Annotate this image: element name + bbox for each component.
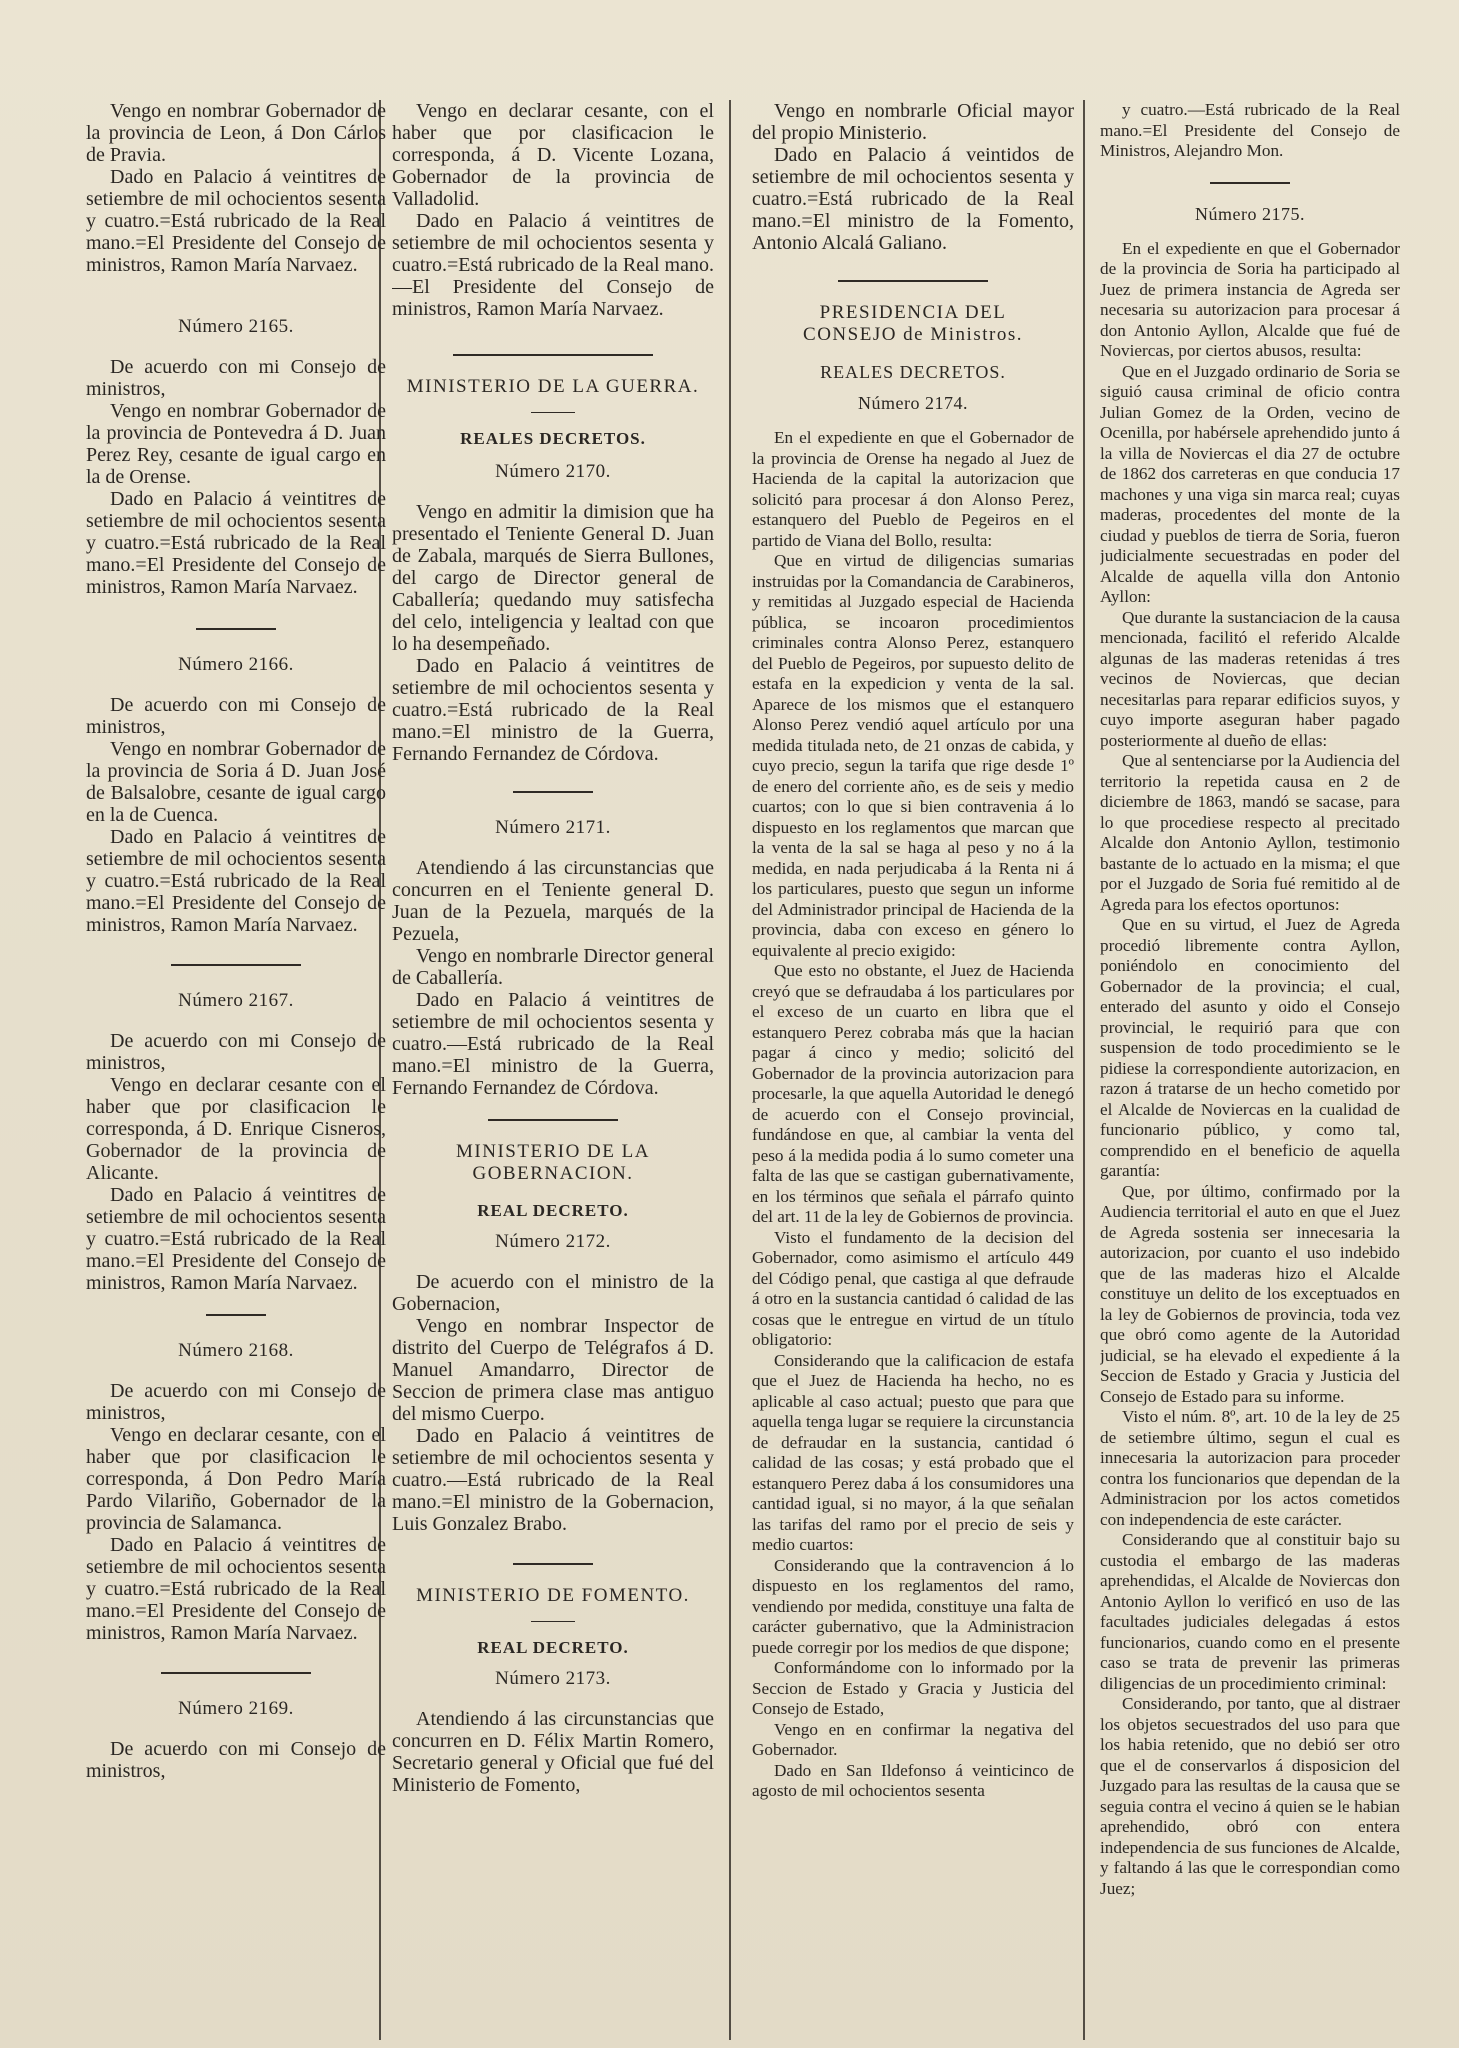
ministry-heading: PRESIDENCIA DEL CONSEJO de Ministros. [803, 302, 1023, 345]
separator-rule [513, 791, 593, 793]
decree-number: Número 2168. [178, 1340, 294, 1361]
paragraph: Vengo en nombrarle Director general de Caballería. [392, 945, 714, 989]
paragraph: De acuerdo con mi Consejo de ministros, [86, 1030, 386, 1074]
ministry-heading: MINISTERIO DE FOMENTO. [416, 1585, 690, 1606]
paragraph: Considerando que la contravencion á lo dispuesto en los reglamentos del ramo, vendiendo por medida, constituye una falta de carácter gubernativo, que la Administracion puede corregir por los medios de que dispone; [752, 1555, 1074, 1657]
paragraph: Considerando que al constituir bajo su custodia el embargo de las maderas aprehendidas, el Alcalde de Noviercas don Antonio Ayllon lo verificó en uso de las facultades judiciales delegadas á estos funcionarios, cuando como en el presente caso se trata de prevenir las primeras diligencias de un procedimiento criminal: [1100, 1530, 1400, 1693]
decree-number: Número 2167. [178, 990, 294, 1011]
separator-rule [161, 1672, 311, 1674]
paragraph: Dado en Palacio á veintitres de setiembre de mil ochocientos sesenta y cuatro.=Está rubricado de la Real mano.=El ministro de la Guerra, Fernando Fernandez de Córdova. [392, 655, 714, 765]
paragraph: Dado en Palacio á veintidos de setiembre de mil ochocientos sesenta y cuatro.=Está rubricado de la Real mano.=El ministro de la Fomento, Antonio Alcalá Galiano. [752, 144, 1074, 254]
column-1 [86, 100, 386, 2040]
paragraph: Que esto no obstante, el Juez de Hacienda creyó que se defraudaba á los particulares por el exceso de un cuarto en libra que el estanquero Perez cobraba más que la hacian pagar á cinco y medio; solicitó del Gobernador de la provincia autorizacion para procesarle, la que aquella Autoridad le denegó de acuerdo con el Consejo provincial, fundándose en que, al cambiar la venta del peso á la medida podia á lo sumo cometer una falta de las que se castigan gubernativamente, en los términos que señala el párrafo quinto del art. 11 de la ley de Gobiernos de provincia. [752, 961, 1074, 1226]
separator-rule [531, 412, 575, 413]
ministry-heading: MINISTERIO DE LA GUERRA. [406, 376, 700, 397]
paragraph: En el expediente en que el Gobernador de la provincia de Orense ha negado al Juez de Hacienda de la capital la autorizacion que solicitó para procesar á don Alonso Perez, estanquero del Pueblo de Pegeiros en el partido de Viana del Bollo, resulta: [752, 428, 1074, 550]
paragraph: Dado en Palacio á veintitres de setiembre de mil ochocientos sesenta y cuatro.=Está rubricado de la Real mano.=El Presidente del Consejo de ministros, Ramon María Narvaez. [86, 166, 386, 276]
paragraph: Vengo en admitir la dimision que ha presentado el Teniente General D. Juan de Zabala, marqués de Sierra Bullones, del cargo de Director general de Caballería; quedando muy satisfecha del celo, inteligencia y lealtad con que lo ha desempeñado. [392, 501, 714, 655]
decree-number: Número 2175. [1195, 203, 1305, 224]
paragraph: Vengo en nombrarle Oficial mayor del propio Ministerio. [752, 100, 1074, 144]
decree-number: Número 2170. [495, 461, 611, 482]
separator-rule [513, 1563, 593, 1565]
decree-number: Número 2166. [178, 654, 294, 675]
decree-number: Número 2174. [858, 393, 968, 413]
column-rule-2 [729, 100, 731, 2040]
decree-number: Número 2172. [495, 1231, 611, 1252]
separator-rule [171, 964, 301, 966]
paragraph: De acuerdo con mi Consejo de ministros, [86, 694, 386, 738]
paragraph: Considerando que la calificacion de estafa que el Juez de Hacienda ha hecho, no es aplicable al caso actual; puesto que para que aquella tenga lugar se requiere la circunstancia de defraudar en la sustancia, cantidad ó calidad de las cosas; y está probado que el estanquero Perez daba á los consumidores una cantidad igual, si no mayor, á la que señalan las tarifas del ramo por el precio de seis y medio cuartos: [752, 1350, 1074, 1554]
paragraph: Que, por último, confirmado por la Audiencia territorial el auto en que el Juez de Agreda sostenia ser innecesaria la autorizacion, por cuanto el uso indebido que de las maderas hizo el Alcalde constituye un delito de los exceptuados en la ley de Gobiernos de provincia, toda vez que obró como agente de la Autoridad judicial, se ha elevado el expediente á la Seccion de Estado y Gracia y Justicia del Consejo de Estado para su informe. [1100, 1181, 1400, 1406]
paragraph: De acuerdo con mi Consejo de ministros, [86, 356, 386, 400]
section-heading: REAL DECRETO. [477, 1201, 629, 1220]
paragraph: Vengo en en confirmar la negativa del Gobernador. [752, 1719, 1074, 1759]
paragraph: De acuerdo con mi Consejo de ministros, [86, 1738, 386, 1782]
paragraph: Que durante la sustanciacion de la causa mencionada, facilitó el referido Alcalde algunas de las maderas retenidas á tres vecinos de Noviercas, que decian necesitarlas para reparar edificios suyos, y cuyo importe aseguran haber pagado posteriormente al dueño de ellas: [1100, 607, 1400, 750]
ministry-heading: MINISTERIO DE LA GOBERNACION. [456, 1141, 650, 1184]
paragraph: Considerando, por tanto, que al distraer los objetos secuestrados del uso para que los habia retenido, que no debió ser otro que el de conservarlos á disposicion del Juzgado para las resultas de la causa que se seguia contra el vecino á quien se le habian aprehendido, obró con entera independencia de sus funciones de Alcalde, y faltando á las que le correspondian como Juez; [1100, 1694, 1400, 1898]
paragraph: Que en su virtud, el Juez de Agreda procedió libremente contra Ayllon, poniéndolo en conocimiento del Gobernador de la provincia; el cual, enterado del asunto y oido el Consejo provincial, le requirió para que con suspension de todo procedimiento se le pidiese la correspondiente autorizacion, en razon á tratarse de un hecho cometido por el Alcalde de Noviercas en la cualidad de funcionario público, y como tal, comprendido en el beneficio de aquella garantía: [1100, 915, 1400, 1180]
column-3 [752, 100, 1074, 2040]
decree-number: Número 2169. [178, 1698, 294, 1719]
paragraph: Vengo en nombrar Gobernador de la provincia de Leon, á Don Cárlos de Pravia. [86, 100, 386, 166]
separator-rule [488, 1119, 618, 1121]
section-heading: REALES DECRETOS. [820, 362, 1006, 382]
paragraph: Dado en Palacio á veintitres de setiembre de mil ochocientos sesenta y cuatro.=Está rubricado de la Real mano.=El Presidente del Consejo de ministros, Ramon María Narvaez. [86, 1184, 386, 1294]
paragraph: Conformándome con lo informado por la Seccion de Estado y Gracia y Justicia del Consejo de Estado, [752, 1658, 1074, 1718]
paragraph: Vengo en nombrar Inspector de distrito del Cuerpo de Telégrafos á D. Manuel Amandarro, Director de Seccion de primera clase mas antiguo del mismo Cuerpo. [392, 1315, 714, 1425]
paragraph: De acuerdo con el ministro de la Gobernacion, [392, 1271, 714, 1315]
paragraph: Visto el fundamento de la decision del Gobernador, como asimismo el artículo 449 del Código penal, que castiga al que defraude á otro en la sustancia cantidad ó calidad de las cosas que le entregue en virtud de un título obligatorio: [752, 1227, 1074, 1349]
separator-rule [838, 280, 988, 282]
paragraph: Atendiendo á las circunstancias que concurren en el Teniente general D. Juan de la Pezuela, marqués de la Pezuela, [392, 857, 714, 945]
paragraph: Vengo en nombrar Gobernador de la provincia de Soria á D. Juan José de Balsalobre, cesante de igual cargo en la de Cuenca. [86, 738, 386, 826]
paragraph: Vengo en declarar cesante, con el haber que por clasificacion le corresponda, á D. Vicente Lozana, Gobernador de la provincia de Valladolid. [392, 100, 714, 210]
separator-rule [453, 354, 653, 356]
column-2 [392, 100, 714, 2040]
paragraph: Vengo en nombrar Gobernador de la provincia de Pontevedra á D. Juan Perez Rey, cesante de igual cargo en la de Orense. [86, 400, 386, 488]
decree-number: Número 2171. [495, 817, 611, 838]
paragraph: Dado en Palacio á veintitres de setiembre de mil ochocientos sesenta y cuatro.=Está rubricado de la Real mano.—El Presidente del Consejo de ministros, Ramon María Narvaez. [392, 210, 714, 320]
decree-number: Número 2173. [495, 1668, 611, 1689]
paragraph: Que en el Juzgado ordinario de Soria se siguió causa criminal de oficio contra Julian Gomez de la Orden, vecino de Ocenilla, por habérsele aprehendido junto á la villa de Noviercas el dia 27 de octubre de 1862 dos carreteras en que conducia 17 machones y una viga sin marca real; cuyas maderas, procedentes del monte de la ciudad y pueblos de tierra de Soria, fueron judicialmente secuestradas en poder del Alcalde de aquella villa don Antonio Ayllon: [1100, 361, 1400, 606]
decree-number: Número 2165. [178, 316, 294, 337]
paragraph: Atendiendo á las circunstancias que concurren en D. Félix Martin Romero, Secretario general y Oficial que fué del Ministerio de Fomento, [392, 1708, 714, 1796]
paragraph: Dado en Palacio á veintitres de setiembre de mil ochocientos sesenta y cuatro.—Está rubricado de la Real mano.=El ministro de la Gobernacion, Luis Gonzalez Brabo. [392, 1425, 714, 1535]
paragraph: y cuatro.—Está rubricado de la Real mano.=El Presidente del Consejo de Ministros, Alejandro Mon. [1100, 100, 1400, 160]
separator-rule [531, 1621, 575, 1622]
section-heading: REAL DECRETO. [477, 1638, 629, 1657]
paragraph: En el expediente en que el Gobernador de la provincia de Soria ha participado al Juez de primera instancia de Agreda ser necesaria su autorizacion para procesar á don Antonio Ayllon, Alcalde que fué de Noviercas, por ciertos abusos, resulta: [1100, 238, 1400, 360]
paragraph: Visto el núm. 8º, art. 10 de la ley de 25 de setiembre último, segun el cual es innecesaria la autorizacion para proceder contra los funcionarios que dependan de la Administracion por los actos cometidos con independencia de este carácter. [1100, 1407, 1400, 1529]
separator-rule [1210, 182, 1290, 184]
paragraph: Que al sentenciarse por la Audiencia del territorio la repetida causa en 2 de diciembre de 1863, mandó se sacase, para lo que procediese respecto al precitado Alcalde don Antonio Ayllon, testimonio bastante de lo actuado en la misma; el que por el Juzgado de Soria fué remitido al de Agreda para los efectos oportunos: [1100, 751, 1400, 914]
section-heading: REALES DECRETOS. [460, 429, 646, 448]
paragraph: Dado en Palacio á veintitres de setiembre de mil ochocientos sesenta y cuatro.=Está rubricado de la Real mano.=El Presidente del Consejo de ministros, Ramon María Narvaez. [86, 1534, 386, 1644]
separator-rule [196, 628, 276, 630]
separator-rule [206, 1314, 266, 1316]
paragraph: Dado en San Ildefonso á veinticinco de agosto de mil ochocientos sesenta [752, 1760, 1074, 1800]
paragraph: De acuerdo con mi Consejo de ministros, [86, 1380, 386, 1424]
paragraph: Dado en Palacio á veintitres de setiembre de mil ochocientos sesenta y cuatro.=Está rubricado de la Real mano.=El Presidente del Consejo de ministros, Ramon María Narvaez. [86, 488, 386, 598]
paragraph: Vengo en declarar cesante con el haber que por clasificacion le corresponda, á D. Enrique Cisneros, Gobernador de la provincia de Alicante. [86, 1074, 386, 1184]
paragraph: Dado en Palacio á veintitres de setiembre de mil ochocientos sesenta y cuatro.=Está rubricado de la Real mano.=El Presidente del Consejo de ministros, Ramon María Narvaez. [86, 826, 386, 936]
column-4 [1100, 100, 1400, 2040]
paragraph: Dado en Palacio á veintitres de setiembre de mil ochocientos sesenta y cuatro.—Está rubricado de la Real mano.=El ministro de la Guerra, Fernando Fernandez de Córdova. [392, 989, 714, 1099]
column-rule-3 [1083, 100, 1085, 2040]
paragraph: Que en virtud de diligencias sumarias instruidas por la Comandancia de Carabineros, y remitidas al Juzgado especial de Hacienda pública, se incoaron procedimientos criminales contra Alonso Perez, estanquero del Pueblo de Pegeiros, por supuesto delito de estafa en la expedicion y venta de la sal. Aparece de los mismos que el estanquero Alonso Perez vendió aquel artículo por una medida titulada neto, de 21 onzas de cabida, y cuyo precio, segun la tarifa que rige desde 1º de enero del corriente año, es de seis y medio cuartos; con lo que si bien contravenia á lo dispuesto en los reglamentos que marcan que la venta de la sal se haga al peso y no á la medida, en nada perjudicaba á la Renta ni á los particulares, puesto que segun un informe del Administrador principal de Hacienda de la provincia, daba con exceso en género lo equivalente al precio exigido: [752, 551, 1074, 960]
paragraph: Vengo en declarar cesante, con el haber que por clasificacion le corresponda, á Don Pedro María Pardo Vilariño, Gobernador de la provincia de Salamanca. [86, 1424, 386, 1534]
